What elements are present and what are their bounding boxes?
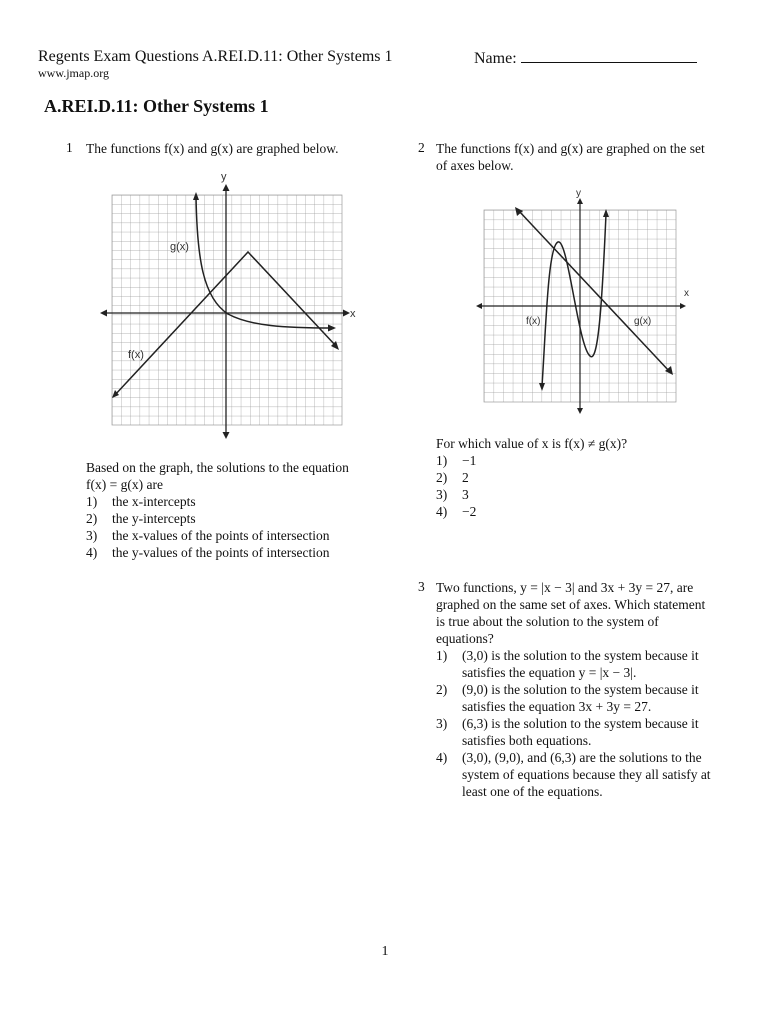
q2-choice-2[interactable]: 2) 2 xyxy=(436,470,469,485)
source-url: www.jmap.org xyxy=(38,66,109,80)
q3-choice-2[interactable]: 2) (9,0) is the solution to the system because it satisfies the equation 3x + 3y = 27. xyxy=(436,682,699,714)
q1-number: 1 xyxy=(66,140,73,155)
q3-choice-1[interactable]: 1) (3,0) is the solution to the system because it satisfies the equation y = |x − 3|. xyxy=(436,648,699,680)
q1-prompt: The functions f(x) and g(x) are graphed below. xyxy=(86,141,339,156)
q1-choices xyxy=(86,493,329,561)
name-blank-line xyxy=(521,48,697,63)
q1-x-label: x xyxy=(350,308,356,320)
q1-f-label: f(x) xyxy=(128,349,144,361)
q3-prompt-line: Two functions, y = |x − 3| and 3x + 3y = 27, are xyxy=(436,580,694,595)
q2-number: 2 xyxy=(418,140,425,155)
section-title: A.REI.D.11: Other Systems 1 xyxy=(44,96,269,116)
page-number: 1 xyxy=(381,944,389,959)
q1-y-label: y xyxy=(221,171,227,183)
q1-stem-line1: Based on the graph, the solutions to the equation xyxy=(86,460,349,475)
q1-choice-2[interactable]: 2) the y-intercepts xyxy=(86,511,196,526)
q2-choices xyxy=(436,452,476,520)
q2-choice-4[interactable]: 4) −2 xyxy=(436,504,477,519)
q3-prompt xyxy=(436,579,705,647)
q3-choice-3[interactable]: 3) (6,3) is the solution to the system because it satisfies both equations. xyxy=(436,716,699,748)
q2-choice-3[interactable]: 3) 3 xyxy=(436,487,469,502)
q1-grid xyxy=(112,195,342,425)
q1-choice-3[interactable]: 3) the x-values of the points of intersection xyxy=(86,528,330,543)
name-field xyxy=(474,48,697,68)
q2-g-label: g(x) xyxy=(634,316,652,327)
q3-prompt-line: is true about the solution to the system of xyxy=(436,614,659,629)
q3-choice-4[interactable]: 4) (3,0), (9,0), and (6,3) are the solutions to the system of equations because they all satisfy at least one of the equations. xyxy=(436,750,711,799)
q1-graph xyxy=(100,168,360,440)
q2-prompt-line2: of axes below. xyxy=(436,158,514,173)
q2-prompt-line1: The functions f(x) and g(x) are graphed on the set xyxy=(436,141,705,156)
q3-prompt-line: equations? xyxy=(436,631,494,646)
q2-graph xyxy=(474,186,694,422)
q1-g-label: g(x) xyxy=(170,241,189,253)
name-label: Name: xyxy=(474,50,517,67)
q2-f-label: f(x) xyxy=(526,316,541,327)
q1-choice-1[interactable]: 1) the x-intercepts xyxy=(86,494,196,509)
q1-stem-line2: f(x) = g(x) are xyxy=(86,477,163,492)
q2-x-label: x xyxy=(684,288,689,299)
q3-choices xyxy=(436,647,711,800)
document-title: Regents Exam Questions A.REI.D.11: Other Systems 1 xyxy=(38,48,393,65)
q2-choice-1[interactable]: 1) −1 xyxy=(436,453,477,468)
q3-number: 3 xyxy=(418,579,425,594)
q2-y-label: y xyxy=(576,188,581,199)
q3-prompt-line: graphed on the same set of axes. Which statement xyxy=(436,597,706,612)
q2-question: For which value of x is f(x) ≠ g(x)? xyxy=(436,436,628,451)
q1-choice-4[interactable]: 4) the y-values of the points of intersection xyxy=(86,545,330,560)
